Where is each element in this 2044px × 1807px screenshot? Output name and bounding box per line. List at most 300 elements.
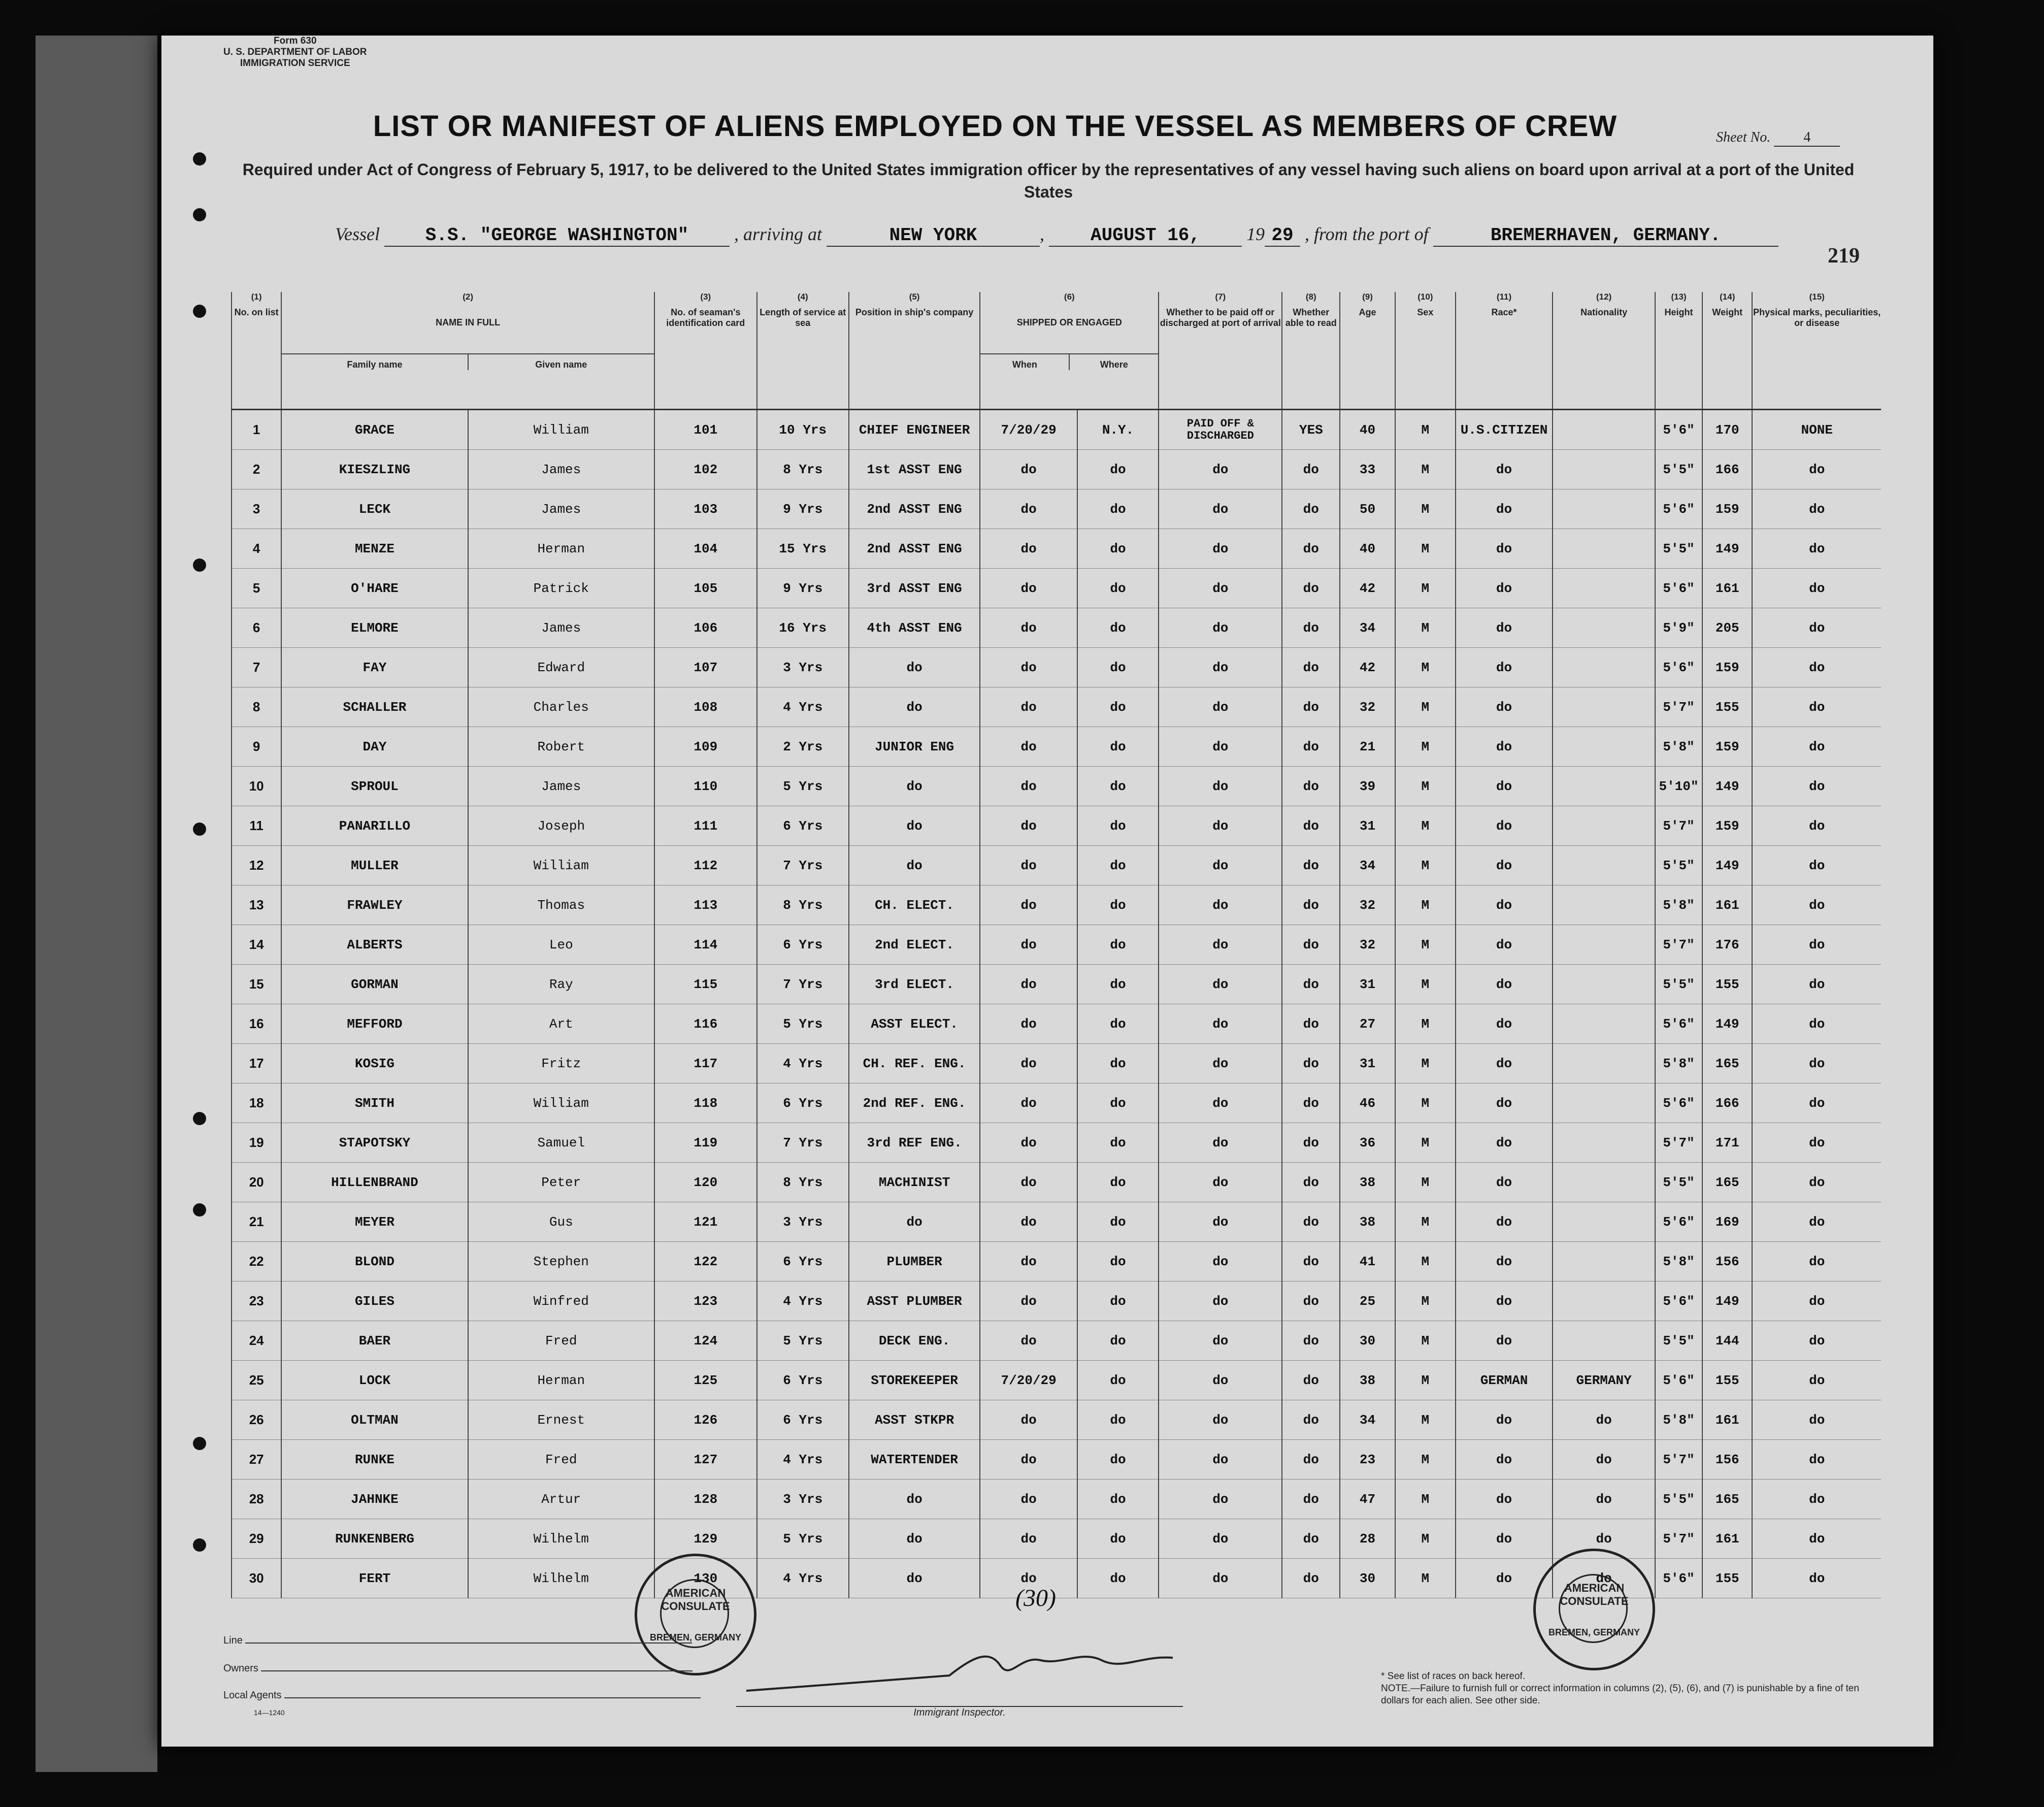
service-length-cell: 10 Yrs — [757, 410, 849, 450]
shipped-when-cell: do — [980, 1083, 1077, 1123]
shipped-where-cell: do — [1077, 1440, 1159, 1480]
race-cell: do — [1456, 925, 1553, 965]
form-header — [223, 36, 367, 69]
given-name-cell: Herman — [468, 529, 654, 569]
paid-off-cell: do — [1159, 1083, 1282, 1123]
row-number-cell: 10 — [232, 767, 281, 806]
shipped-when-cell: do — [980, 767, 1077, 806]
shipped-where-cell: do — [1077, 648, 1159, 687]
sex-cell: M — [1395, 1202, 1456, 1242]
height-cell: 5'6" — [1655, 1004, 1702, 1044]
sex-cell: M — [1395, 648, 1456, 687]
service-length-cell: 7 Yrs — [757, 1123, 849, 1163]
id-card-cell: 115 — [654, 965, 757, 1004]
physical-marks-cell: do — [1752, 1480, 1881, 1519]
height-cell: 5'8" — [1655, 1044, 1702, 1083]
race-cell: do — [1456, 965, 1553, 1004]
vessel-line: Vessel S.S. "GEORGE WASHINGTON" , arriving at NEW YORK , AUGUST 16, 19 29 , from the port of BREMERHAVEN, GERMANY. — [335, 223, 1778, 247]
physical-marks-cell: do — [1752, 1361, 1881, 1400]
shipped-where-cell: do — [1077, 1282, 1159, 1321]
shipped-where-cell: do — [1077, 687, 1159, 727]
table-row — [232, 1480, 1881, 1519]
service-length-cell: 4 Yrs — [757, 1044, 849, 1083]
row-number-cell: 6 — [232, 608, 281, 648]
nationality-cell — [1553, 767, 1655, 806]
height-cell: 5'10" — [1655, 767, 1702, 806]
height-cell: 5'6" — [1655, 648, 1702, 687]
position-cell: WATERTENDER — [849, 1440, 980, 1480]
age-cell: 27 — [1340, 1004, 1395, 1044]
paid-off-cell: do — [1159, 846, 1282, 885]
paid-off-cell: do — [1159, 1123, 1282, 1163]
table-row — [232, 529, 1881, 569]
family-name-cell: BAER — [281, 1321, 468, 1361]
nationality-cell: do — [1553, 1440, 1655, 1480]
age-cell: 42 — [1340, 648, 1395, 687]
given-name-cell: Samuel — [468, 1123, 654, 1163]
race-cell: do — [1456, 529, 1553, 569]
position-cell: CHIEF ENGINEER — [849, 410, 980, 450]
race-cell: GERMAN — [1456, 1361, 1553, 1400]
able-to-read-cell: do — [1282, 925, 1340, 965]
nationality-cell — [1553, 608, 1655, 648]
nationality-cell — [1553, 1123, 1655, 1163]
paid-off-cell: do — [1159, 1163, 1282, 1202]
weight-cell: 205 — [1702, 608, 1752, 648]
nationality-cell — [1553, 489, 1655, 529]
service-length-cell: 5 Yrs — [757, 1004, 849, 1044]
paid-off-cell: do — [1159, 965, 1282, 1004]
row-number-cell: 8 — [232, 687, 281, 727]
shipped-where-cell: do — [1077, 1083, 1159, 1123]
weight-cell: 155 — [1702, 1361, 1752, 1400]
service-length-cell: 5 Yrs — [757, 1519, 849, 1559]
form-dept: U. S. DEPARTMENT OF LABOR — [223, 47, 367, 57]
shipped-where-cell: do — [1077, 569, 1159, 608]
id-card-cell: 103 — [654, 489, 757, 529]
given-name-cell: Thomas — [468, 885, 654, 925]
age-cell: 30 — [1340, 1321, 1395, 1361]
shipped-when-cell: 7/20/29 — [980, 410, 1077, 450]
age-cell: 21 — [1340, 727, 1395, 767]
nationality-cell — [1553, 529, 1655, 569]
age-cell: 42 — [1340, 569, 1395, 608]
id-card-cell: 125 — [654, 1361, 757, 1400]
row-number-cell: 4 — [232, 529, 281, 569]
sex-cell: M — [1395, 1123, 1456, 1163]
shipped-where-cell: do — [1077, 1321, 1159, 1361]
race-cell: do — [1456, 885, 1553, 925]
row-number-cell: 7 — [232, 648, 281, 687]
shipped-when-cell: do — [980, 648, 1077, 687]
height-cell: 5'6" — [1655, 1361, 1702, 1400]
shipped-where-cell: do — [1077, 450, 1159, 489]
physical-marks-cell: do — [1752, 1519, 1881, 1559]
given-name-cell: Fred — [468, 1440, 654, 1480]
given-name-cell: Robert — [468, 727, 654, 767]
weight-cell: 149 — [1702, 1004, 1752, 1044]
age-cell: 40 — [1340, 410, 1395, 450]
able-to-read-cell: do — [1282, 1044, 1340, 1083]
weight-cell: 165 — [1702, 1163, 1752, 1202]
paid-off-cell: do — [1159, 608, 1282, 648]
physical-marks-cell: do — [1752, 1440, 1881, 1480]
family-name-cell: ALBERTS — [281, 925, 468, 965]
id-card-cell: 122 — [654, 1242, 757, 1282]
nationality-cell — [1553, 1083, 1655, 1123]
service-length-cell: 5 Yrs — [757, 1321, 849, 1361]
family-name-cell: FERT — [281, 1559, 468, 1598]
shipped-where-cell: do — [1077, 806, 1159, 846]
given-name-cell: Peter — [468, 1163, 654, 1202]
given-name-cell: William — [468, 410, 654, 450]
nationality-cell — [1553, 925, 1655, 965]
height-cell: 5'7" — [1655, 687, 1702, 727]
table-row — [232, 1282, 1881, 1321]
age-cell: 30 — [1340, 1559, 1395, 1598]
id-card-cell: 128 — [654, 1480, 757, 1519]
weight-cell: 161 — [1702, 885, 1752, 925]
family-name-cell: PANARILLO — [281, 806, 468, 846]
race-cell: do — [1456, 1242, 1553, 1282]
given-name-cell: Leo — [468, 925, 654, 965]
able-to-read-cell: do — [1282, 569, 1340, 608]
weight-cell: 159 — [1702, 489, 1752, 529]
physical-marks-cell: do — [1752, 885, 1881, 925]
age-cell: 38 — [1340, 1202, 1395, 1242]
table-row — [232, 727, 1881, 767]
family-name-cell: SMITH — [281, 1083, 468, 1123]
nationality-cell: GERMANY — [1553, 1361, 1655, 1400]
given-name-cell: Winfred — [468, 1282, 654, 1321]
paid-off-cell: do — [1159, 569, 1282, 608]
physical-marks-cell: do — [1752, 529, 1881, 569]
position-cell: CH. ELECT. — [849, 885, 980, 925]
table-row — [232, 1044, 1881, 1083]
family-name-cell: ELMORE — [281, 608, 468, 648]
sex-cell: M — [1395, 569, 1456, 608]
age-cell: 25 — [1340, 1282, 1395, 1321]
table-row — [232, 806, 1881, 846]
id-card-cell: 110 — [654, 767, 757, 806]
nationality-cell — [1553, 1044, 1655, 1083]
position-cell: DECK ENG. — [849, 1321, 980, 1361]
shipped-when-cell: do — [980, 965, 1077, 1004]
able-to-read-cell: do — [1282, 727, 1340, 767]
position-cell: do — [849, 1202, 980, 1242]
sex-cell: M — [1395, 806, 1456, 846]
able-to-read-cell: do — [1282, 1480, 1340, 1519]
position-cell: do — [849, 1559, 980, 1598]
physical-marks-cell: do — [1752, 1321, 1881, 1361]
race-cell: do — [1456, 1519, 1553, 1559]
family-name-cell: FRAWLEY — [281, 885, 468, 925]
age-cell: 47 — [1340, 1480, 1395, 1519]
table-row — [232, 1361, 1881, 1400]
given-name-cell: Ernest — [468, 1400, 654, 1440]
race-cell: do — [1456, 489, 1553, 529]
able-to-read-cell: do — [1282, 1361, 1340, 1400]
race-cell: do — [1456, 648, 1553, 687]
physical-marks-cell: do — [1752, 489, 1881, 529]
nationality-cell: do — [1553, 1480, 1655, 1519]
family-name-cell: LECK — [281, 489, 468, 529]
position-cell: 4th ASST ENG — [849, 608, 980, 648]
consulate-stamp-left: AMERICAN CONSULATE BREMEN, GERMANY — [635, 1554, 756, 1675]
position-cell: do — [849, 806, 980, 846]
able-to-read-cell: do — [1282, 489, 1340, 529]
height-cell: 5'7" — [1655, 925, 1702, 965]
able-to-read-cell: do — [1282, 1440, 1340, 1480]
id-card-cell: 126 — [654, 1400, 757, 1440]
age-cell: 31 — [1340, 806, 1395, 846]
race-cell: do — [1456, 767, 1553, 806]
table-row — [232, 1202, 1881, 1242]
physical-marks-cell: do — [1752, 450, 1881, 489]
age-cell: 32 — [1340, 925, 1395, 965]
nationality-cell: do — [1553, 1519, 1655, 1559]
paid-off-cell: do — [1159, 489, 1282, 529]
table-row — [232, 1123, 1881, 1163]
weight-cell: 166 — [1702, 450, 1752, 489]
table-row — [232, 1321, 1881, 1361]
sex-cell: M — [1395, 846, 1456, 885]
position-cell: do — [849, 1519, 980, 1559]
sex-cell: M — [1395, 925, 1456, 965]
sex-cell: M — [1395, 489, 1456, 529]
id-card-cell: 107 — [654, 648, 757, 687]
position-cell: do — [849, 846, 980, 885]
physical-marks-cell: do — [1752, 767, 1881, 806]
family-name-cell: RUNKE — [281, 1440, 468, 1480]
able-to-read-cell: do — [1282, 1559, 1340, 1598]
given-name-cell: Wilhelm — [468, 1559, 654, 1598]
table-row — [232, 450, 1881, 489]
sex-cell: M — [1395, 885, 1456, 925]
race-cell: do — [1456, 1321, 1553, 1361]
race-cell: do — [1456, 687, 1553, 727]
height-cell: 5'5" — [1655, 846, 1702, 885]
paid-off-cell: do — [1159, 925, 1282, 965]
shipped-when-cell: do — [980, 489, 1077, 529]
row-number-cell: 16 — [232, 1004, 281, 1044]
physical-marks-cell: do — [1752, 1163, 1881, 1202]
given-name-cell: James — [468, 608, 654, 648]
able-to-read-cell: do — [1282, 1163, 1340, 1202]
position-cell: 2nd ASST ENG — [849, 529, 980, 569]
height-cell: 5'8" — [1655, 727, 1702, 767]
family-name-cell: HILLENBRAND — [281, 1163, 468, 1202]
shipped-when-cell: do — [980, 727, 1077, 767]
shipped-where-cell: do — [1077, 1163, 1159, 1202]
nationality-cell — [1553, 450, 1655, 489]
footer-form-number: 14—1240 — [254, 1709, 285, 1717]
age-cell: 34 — [1340, 846, 1395, 885]
table-row — [232, 648, 1881, 687]
paid-off-cell: do — [1159, 1400, 1282, 1440]
able-to-read-cell: do — [1282, 767, 1340, 806]
physical-marks-cell: do — [1752, 1004, 1881, 1044]
weight-cell: 161 — [1702, 569, 1752, 608]
paid-off-cell: do — [1159, 450, 1282, 489]
weight-cell: 176 — [1702, 925, 1752, 965]
weight-cell: 159 — [1702, 727, 1752, 767]
shipped-where-cell: do — [1077, 1044, 1159, 1083]
id-card-cell: 129 — [654, 1519, 757, 1559]
family-name-cell: SCHALLER — [281, 687, 468, 727]
nationality-cell: do — [1553, 1400, 1655, 1440]
row-number-cell: 24 — [232, 1321, 281, 1361]
paid-off-cell: do — [1159, 727, 1282, 767]
position-cell: do — [849, 687, 980, 727]
able-to-read-cell: do — [1282, 1321, 1340, 1361]
able-to-read-cell: do — [1282, 965, 1340, 1004]
id-card-cell: 109 — [654, 727, 757, 767]
able-to-read-cell: do — [1282, 1202, 1340, 1242]
given-name-cell: Gus — [468, 1202, 654, 1242]
race-cell: do — [1456, 450, 1553, 489]
shipped-where-cell: do — [1077, 1559, 1159, 1598]
inspector-label: Immigrant Inspector. — [736, 1706, 1183, 1719]
inspector-signature — [736, 1645, 1203, 1706]
nationality-cell — [1553, 410, 1655, 450]
able-to-read-cell: do — [1282, 1083, 1340, 1123]
physical-marks-cell: do — [1752, 687, 1881, 727]
position-cell: 2nd ELECT. — [849, 925, 980, 965]
height-cell: 5'6" — [1655, 410, 1702, 450]
row-number-cell: 2 — [232, 450, 281, 489]
age-cell: 38 — [1340, 1163, 1395, 1202]
given-name-cell: Charles — [468, 687, 654, 727]
given-name-cell: Fred — [468, 1321, 654, 1361]
age-cell: 36 — [1340, 1123, 1395, 1163]
row-number-cell: 29 — [232, 1519, 281, 1559]
shipped-when-cell: do — [980, 1519, 1077, 1559]
id-card-cell: 101 — [654, 410, 757, 450]
given-name-cell: James — [468, 450, 654, 489]
service-length-cell: 2 Yrs — [757, 727, 849, 767]
paid-off-cell: do — [1159, 885, 1282, 925]
height-cell: 5'7" — [1655, 806, 1702, 846]
nationality-cell: do — [1553, 1559, 1655, 1598]
service-length-cell: 6 Yrs — [757, 1083, 849, 1123]
table-row — [232, 687, 1881, 727]
given-name-cell: James — [468, 489, 654, 529]
physical-marks-cell: do — [1752, 569, 1881, 608]
service-length-cell: 16 Yrs — [757, 608, 849, 648]
height-cell: 5'6" — [1655, 1202, 1702, 1242]
position-cell: 2nd REF. ENG. — [849, 1083, 980, 1123]
family-name-cell: BLOND — [281, 1242, 468, 1282]
weight-cell: 155 — [1702, 1559, 1752, 1598]
given-name-cell: William — [468, 1083, 654, 1123]
height-cell: 5'5" — [1655, 450, 1702, 489]
paid-off-cell: do — [1159, 1480, 1282, 1519]
height-cell: 5'5" — [1655, 529, 1702, 569]
family-name-cell: OLTMAN — [281, 1400, 468, 1440]
age-cell: 50 — [1340, 489, 1395, 529]
shipped-where-cell: do — [1077, 1400, 1159, 1440]
nationality-cell — [1553, 1321, 1655, 1361]
paid-off-cell: do — [1159, 1242, 1282, 1282]
sex-cell: M — [1395, 1361, 1456, 1400]
row-number-cell: 11 — [232, 806, 281, 846]
page-title: LIST OR MANIFEST OF ALIENS EMPLOYED ON THE VESSEL AS MEMBERS OF CREW — [373, 110, 1618, 143]
id-card-cell: 114 — [654, 925, 757, 965]
race-cell: do — [1456, 846, 1553, 885]
position-cell: 1st ASST ENG — [849, 450, 980, 489]
age-cell: 33 — [1340, 450, 1395, 489]
family-name-cell: GILES — [281, 1282, 468, 1321]
able-to-read-cell: do — [1282, 1282, 1340, 1321]
position-cell: ASST STKPR — [849, 1400, 980, 1440]
shipped-where-cell: do — [1077, 767, 1159, 806]
able-to-read-cell: do — [1282, 529, 1340, 569]
shipped-where-cell: do — [1077, 885, 1159, 925]
sex-cell: M — [1395, 1400, 1456, 1440]
weight-cell: 171 — [1702, 1123, 1752, 1163]
paid-off-cell: do — [1159, 1361, 1282, 1400]
sex-cell: M — [1395, 1083, 1456, 1123]
age-cell: 28 — [1340, 1519, 1395, 1559]
service-length-cell: 4 Yrs — [757, 1440, 849, 1480]
shipped-where-cell: do — [1077, 925, 1159, 965]
row-number-cell: 20 — [232, 1163, 281, 1202]
physical-marks-cell: do — [1752, 1400, 1881, 1440]
physical-marks-cell: do — [1752, 965, 1881, 1004]
age-cell: 40 — [1340, 529, 1395, 569]
age-cell: 32 — [1340, 687, 1395, 727]
id-card-cell: 113 — [654, 885, 757, 925]
age-cell: 34 — [1340, 608, 1395, 648]
height-cell: 5'5" — [1655, 965, 1702, 1004]
service-length-cell: 4 Yrs — [757, 1559, 849, 1598]
race-cell: do — [1456, 1044, 1553, 1083]
physical-marks-cell: do — [1752, 608, 1881, 648]
shipped-where-cell: do — [1077, 1004, 1159, 1044]
given-name-cell: William — [468, 846, 654, 885]
race-cell: do — [1456, 727, 1553, 767]
physical-marks-cell: do — [1752, 648, 1881, 687]
weight-cell: 156 — [1702, 1440, 1752, 1480]
able-to-read-cell: YES — [1282, 410, 1340, 450]
service-length-cell: 9 Yrs — [757, 569, 849, 608]
sex-cell: M — [1395, 1559, 1456, 1598]
race-cell: do — [1456, 608, 1553, 648]
row-number-cell: 12 — [232, 846, 281, 885]
position-cell: 3rd ASST ENG — [849, 569, 980, 608]
height-cell: 5'6" — [1655, 1083, 1702, 1123]
footer-notes: * See list of races on back hereof. NOTE.—Failure to furnish full or correct information in columns (2), (5), (6), and (7) is punishable by a fine of ten dollars for each alien. See other side. — [1381, 1671, 1859, 1706]
able-to-read-cell: do — [1282, 1123, 1340, 1163]
sex-cell: M — [1395, 1440, 1456, 1480]
weight-cell: 149 — [1702, 1282, 1752, 1321]
paid-off-cell: PAID OFF & DISCHARGED — [1159, 410, 1282, 450]
shipped-where-cell: do — [1077, 846, 1159, 885]
paid-off-cell: do — [1159, 1559, 1282, 1598]
id-card-cell: 118 — [654, 1083, 757, 1123]
given-name-cell: Art — [468, 1004, 654, 1044]
weight-cell: 156 — [1702, 1242, 1752, 1282]
family-name-cell: SPROUL — [281, 767, 468, 806]
service-length-cell: 4 Yrs — [757, 687, 849, 727]
id-card-cell: 102 — [654, 450, 757, 489]
family-name-cell: FAY — [281, 648, 468, 687]
able-to-read-cell: do — [1282, 1242, 1340, 1282]
height-cell: 5'6" — [1655, 489, 1702, 529]
family-name-cell: MEYER — [281, 1202, 468, 1242]
shipped-when-cell: do — [980, 1163, 1077, 1202]
